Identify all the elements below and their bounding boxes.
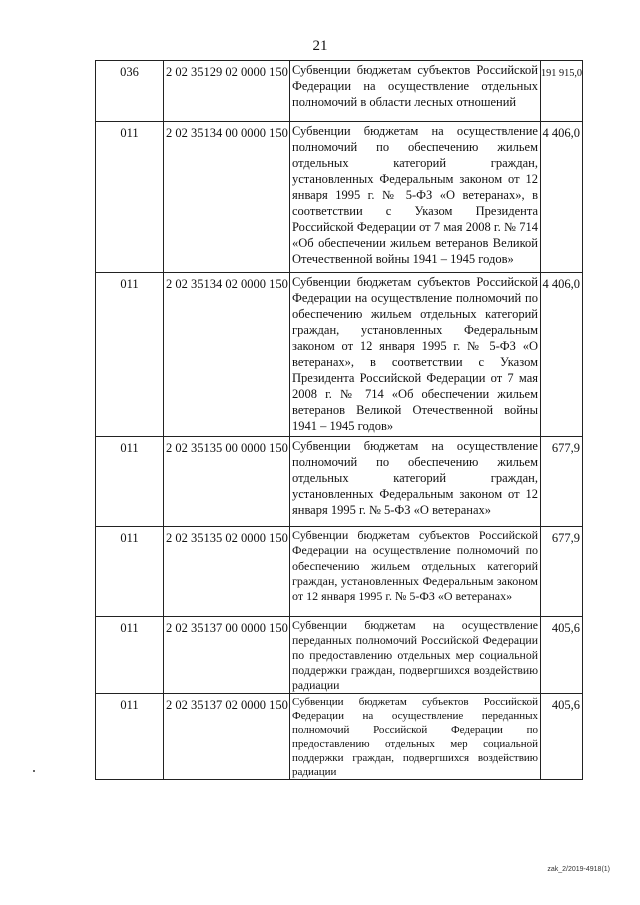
- table-row: [96, 693, 582, 779]
- budget-code-cell: 2 02 35129 02 0000 150: [163, 61, 289, 121]
- description-cell: Субвенции бюджетам субъектов Российской Федерации на осуществление полномочий по обеспечению жильем отдельных категорий граждан, установленных Федеральным законом от 12 января 1995 г. № 5-ФЗ «О ветеранах»: [289, 527, 540, 616]
- table-row: [96, 121, 582, 272]
- description-cell: Субвенции бюджетам на осуществление переданных полномочий Российской Федерации по предоставлению отдельных мер социальной поддержки граждан, подвергшихся воздействию радиации: [289, 617, 540, 693]
- admin-code-cell: 011: [120, 277, 139, 291]
- amount-cell: [540, 694, 582, 779]
- description-cell: Субвенции бюджетам субъектов Российской Федерации на осуществление отдельных полномочий в области лесных отношений: [289, 61, 540, 121]
- table-row: [96, 272, 582, 436]
- admin-code-cell: 011: [120, 126, 139, 140]
- amount-value: 4 406,0: [542, 126, 580, 140]
- amount-value: 677,9: [551, 441, 580, 455]
- footer-document-code: zak_2/2019-4918(1): [547, 866, 610, 873]
- amount-cell: [540, 122, 582, 272]
- description-cell: Субвенции бюджетам на осуществление полномочий по обеспечению жильем отдельных категорий граждан, установленных Федеральным законом от 12 января 1995 г. № 5-ФЗ «О ветеранах»: [289, 437, 540, 526]
- amount-value: 677,9: [551, 531, 580, 545]
- amount-cell: [540, 437, 582, 526]
- budget-code-cell: 2 02 35137 00 0000 150: [163, 617, 289, 693]
- amount-value: 191 915,0: [541, 68, 582, 79]
- scan-speck: [33, 770, 35, 772]
- budget-code-cell: 2 02 35135 00 0000 150: [163, 437, 289, 526]
- admin-code-cell: 011: [120, 698, 139, 712]
- description-cell: Субвенции бюджетам субъектов Российской Федерации на осуществление полномочий по обеспечению жильем отдельных категорий граждан, установленных Федеральным законом от 12 января 1995 г. № 5-ФЗ «О ветеранах», в соответствии с Указом Президента Российской Федерации от 7 мая 2008 г. № 714 «Об обеспечении жильем ветеранов Великой Отечественной войны 1941 – 1945 годов»: [289, 273, 540, 436]
- table-row: [96, 436, 582, 526]
- budget-code-cell: 2 02 35134 00 0000 150: [163, 122, 289, 272]
- amount-value: 405,6: [551, 621, 580, 635]
- table-row: [96, 616, 582, 693]
- budget-code-cell: 2 02 35137 02 0000 150: [163, 694, 289, 779]
- admin-code-cell: 011: [120, 621, 139, 635]
- amount-cell: [540, 273, 582, 436]
- budget-code-cell: 2 02 35135 02 0000 150: [163, 527, 289, 616]
- description-cell: Субвенции бюджетам субъектов Российской Федерации на осуществление переданных полномочий Российской Федерации по предоставлению отдельных мер социальной поддержки граждан, подвергшихся воздействию радиации: [289, 694, 540, 779]
- table-row: [96, 61, 582, 121]
- admin-code-cell: 011: [120, 441, 139, 455]
- budget-table: [95, 60, 583, 780]
- table-row: [96, 526, 582, 616]
- admin-code-cell: 011: [120, 531, 139, 545]
- amount-cell: [540, 617, 582, 693]
- budget-code-cell: 2 02 35134 02 0000 150: [163, 273, 289, 436]
- page-number: 21: [312, 38, 328, 54]
- amount-cell: [540, 61, 582, 121]
- amount-value: 405,6: [551, 698, 580, 712]
- amount-cell: [540, 527, 582, 616]
- amount-value: 4 406,0: [542, 277, 580, 291]
- admin-code-cell: 036: [120, 65, 139, 79]
- description-cell: Субвенции бюджетам на осуществление полномочий по обеспечению жильем отдельных категорий граждан, установленных Федеральным законом от 12 января 1995 г. № 5-ФЗ «О ветеранах», в соответствии с Указом Президента Российской Федерации от 7 мая 2008 г. № 714 «Об обеспечении жильем ветеранов Великой Отечественной войны 1941 – 1945 годов»: [289, 122, 540, 272]
